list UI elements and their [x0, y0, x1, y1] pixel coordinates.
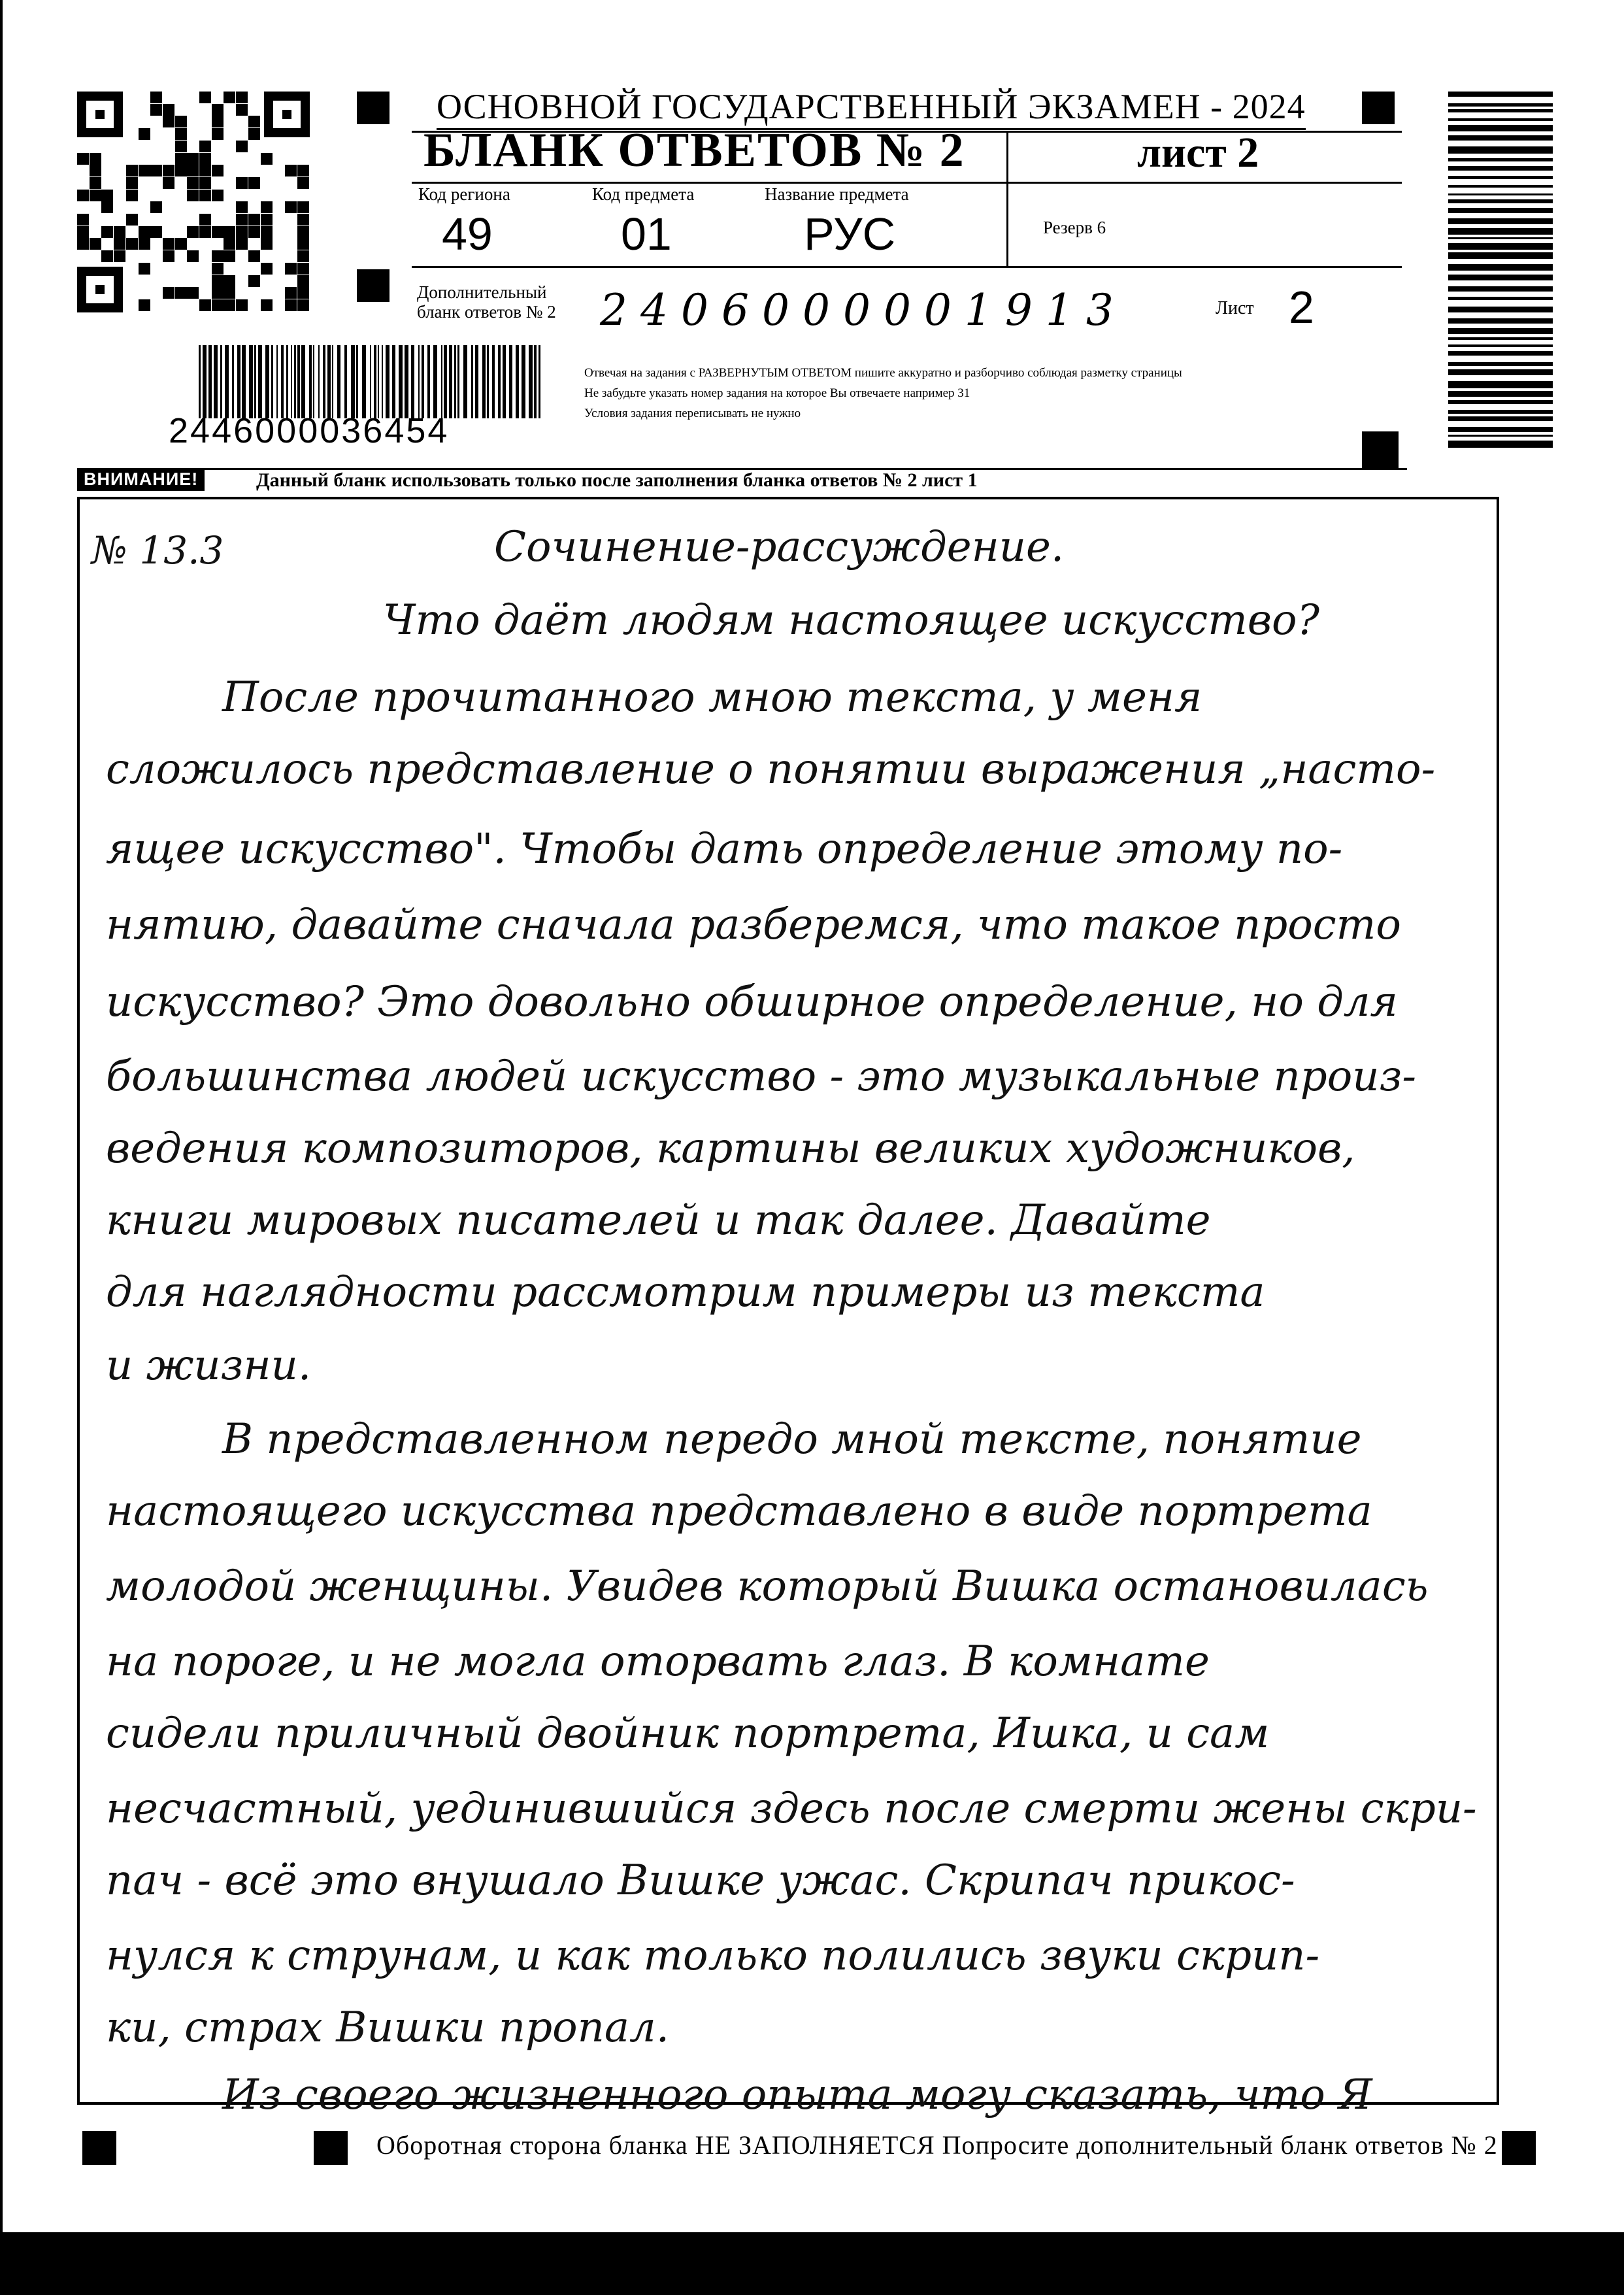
barcode-bar	[1448, 103, 1553, 107]
barcode-bar	[457, 345, 459, 418]
barcode-bar	[1448, 297, 1553, 300]
instruction-line: Не забудьте указать номер задания на которое Вы отвечаете например 31	[584, 386, 970, 400]
qr-module	[150, 104, 162, 116]
qr-module	[187, 250, 199, 262]
instruction-line: Условия задания переписывать не нужно	[584, 407, 801, 420]
barcode-bar	[1448, 286, 1553, 292]
qr-module	[163, 104, 174, 116]
registration-mark	[314, 2131, 348, 2165]
barcode-bar	[208, 345, 212, 418]
additional-blank-label	[417, 282, 556, 322]
essay-line: книги мировых писателей и так далее. Давайте	[106, 1196, 1211, 1245]
barcode-bar	[1448, 193, 1553, 195]
registration-mark	[1362, 92, 1395, 124]
qr-module	[248, 214, 260, 226]
essay-line: искусство? Это довольно обширное определение, но для	[106, 978, 1398, 1026]
barcode-bar	[1448, 218, 1553, 224]
qr-module	[187, 177, 199, 189]
barcode-bar	[392, 345, 395, 418]
qr-module	[199, 153, 211, 165]
barcode-bar	[374, 345, 376, 418]
barcode-bar	[382, 345, 383, 418]
essay-title: Сочинение-рассуждение.	[494, 523, 1065, 571]
barcode-bar	[356, 345, 358, 418]
qr-module	[163, 116, 174, 127]
barcode-bar	[529, 345, 533, 418]
barcode-bar	[1448, 328, 1553, 334]
footer-text: Оборотная сторона бланка НЕ ЗАПОЛНЯЕТСЯ Попросите дополнительный бланк ответов № 2	[376, 2130, 1498, 2160]
qr-module	[126, 165, 138, 176]
qr-module	[187, 190, 199, 201]
barcode-bar	[242, 345, 246, 418]
qr-module	[236, 141, 248, 152]
list-value: 2	[1289, 282, 1314, 333]
registration-mark	[357, 92, 389, 124]
qr-module	[224, 287, 235, 299]
qr-module	[150, 201, 162, 213]
qr-module	[114, 238, 125, 250]
barcode-bar	[471, 345, 473, 418]
qr-module	[187, 165, 199, 176]
qr-module	[261, 214, 273, 226]
qr-module	[297, 275, 309, 287]
barcode-bar	[370, 345, 371, 418]
qr-module	[114, 226, 125, 238]
qr-module	[248, 226, 260, 238]
qr-module	[236, 177, 248, 189]
qr-module	[90, 153, 101, 165]
qr-module	[150, 165, 162, 176]
essay-line: пач - всё это внушало Вишке ужас. Скрипач прикос-	[106, 1856, 1295, 1905]
barcode-bar	[291, 345, 292, 418]
barcode-bar	[534, 345, 537, 418]
qr-module	[285, 201, 297, 213]
barcode-bar	[254, 345, 256, 418]
qr-module	[139, 263, 150, 275]
qr-module	[187, 226, 199, 238]
barcode-bar	[418, 345, 420, 418]
barcode-bar	[1448, 146, 1553, 154]
barcode-bar	[1448, 400, 1553, 404]
barcode-bar	[1448, 109, 1553, 112]
qr-module	[126, 238, 138, 250]
qr-module	[187, 287, 199, 299]
additional-label-line-2: бланк ответов № 2	[417, 302, 556, 322]
qr-module	[199, 190, 211, 201]
qr-module	[297, 201, 309, 213]
barcode-bar	[323, 345, 325, 418]
qr-module	[199, 299, 211, 311]
barcode-bar	[199, 345, 201, 418]
barcode-bar	[449, 345, 452, 418]
barcode-bar	[1448, 391, 1553, 397]
instruction-line: Отвечая на задания с РАЗВЕРНУТЫМ ОТВЕТОМ пишите аккуратно и разборчиво соблюдая разметку страницы	[584, 366, 1182, 380]
barcode-bar	[1448, 307, 1553, 312]
essay-line: настоящего искусства представлено в виде портрета	[106, 1487, 1372, 1535]
registration-mark	[357, 269, 389, 302]
barcode-bar	[271, 345, 273, 418]
qr-module	[199, 92, 211, 103]
qr-module	[126, 190, 138, 201]
qr-module	[114, 250, 125, 262]
barcode-bar	[522, 345, 525, 418]
qr-module	[248, 250, 260, 262]
barcode-bar	[276, 345, 278, 418]
qr-module	[285, 299, 297, 311]
subject-name-label: Название предмета	[765, 184, 909, 204]
barcode-bar	[1448, 208, 1553, 213]
essay-line: на пороге, и не могла оторвать глаз. В комнате	[106, 1637, 1210, 1686]
barcode-bar	[503, 345, 506, 418]
qr-module	[90, 165, 101, 176]
barcode-bar	[422, 345, 424, 418]
barcode-bar	[301, 345, 305, 418]
qr-module	[175, 141, 187, 152]
essay-line: ведения композиторов, картины великих художников,	[106, 1124, 1355, 1173]
qr-module	[224, 92, 235, 103]
essay-line: нятию, давайте сначала разберемся, что такое просто	[106, 901, 1401, 949]
barcode-bar	[444, 345, 447, 418]
qr-module	[77, 238, 89, 250]
qr-module	[261, 263, 273, 275]
essay-line: ящее искусство". Чтобы дать определение этому по-	[106, 825, 1343, 873]
barcode-bar	[1448, 416, 1553, 421]
qr-module	[163, 165, 174, 176]
barcode-bar	[309, 345, 312, 418]
essay-line: несчастный, уединившийся здесь после смерти жены скри-	[106, 1784, 1477, 1833]
essay-line: и жизни.	[106, 1341, 312, 1390]
qr-module	[285, 165, 297, 176]
barcode-bar	[258, 345, 262, 418]
qr-module	[150, 92, 162, 103]
barcode-bar	[249, 345, 253, 418]
qr-module	[139, 238, 150, 250]
qr-module	[175, 153, 187, 165]
barcode-bar	[286, 345, 288, 418]
qr-module	[175, 116, 187, 127]
barcode-bar	[1448, 351, 1553, 356]
barcode-bar	[433, 345, 437, 418]
barcode-bar	[1448, 199, 1553, 203]
qr-module	[224, 299, 235, 311]
barcode-bar	[1448, 166, 1553, 171]
essay-line: для наглядности рассмотрим примеры из текста	[106, 1268, 1265, 1316]
barcode-bar	[327, 345, 331, 418]
qr-finder-pattern	[77, 267, 123, 312]
barcode-bar	[539, 345, 540, 418]
qr-module	[90, 177, 101, 189]
reserve-field: Резерв 6	[1043, 218, 1106, 237]
qr-module	[261, 201, 273, 213]
qr-module	[212, 226, 224, 238]
barcode-bar	[487, 345, 489, 418]
qr-module	[212, 116, 224, 127]
qr-module	[297, 299, 309, 311]
qr-module	[199, 226, 211, 238]
qr-module	[297, 238, 309, 250]
barcode-bar	[203, 345, 207, 418]
qr-finder-pattern	[77, 92, 123, 137]
barcode-bar	[1448, 435, 1553, 437]
qr-module	[224, 275, 235, 287]
scan-left-edge	[0, 0, 3, 2232]
qr-module	[77, 153, 89, 165]
barcode-bar	[362, 345, 366, 418]
qr-module	[139, 299, 150, 311]
qr-module	[248, 177, 260, 189]
qr-module	[285, 287, 297, 299]
barcode-bar	[1448, 318, 1553, 324]
qr-module	[212, 299, 224, 311]
qr-module	[297, 263, 309, 275]
qr-module	[236, 214, 248, 226]
qr-module	[77, 214, 89, 226]
qr-module	[101, 201, 113, 213]
barcode-bar	[1448, 381, 1553, 388]
qr-module	[297, 250, 309, 262]
barcode-bar	[427, 345, 430, 418]
barcode-bar	[1448, 275, 1553, 280]
qr-module	[248, 275, 260, 287]
qr-module	[101, 226, 113, 238]
qr-module	[212, 287, 224, 299]
qr-module	[175, 238, 187, 250]
additional-label-line-1: Дополнительный	[417, 282, 547, 302]
barcode-bar	[237, 345, 240, 418]
region-label: Код региона	[418, 184, 510, 204]
barcode-bar	[378, 345, 379, 418]
barcode-bar	[411, 345, 414, 418]
qr-module	[199, 177, 211, 189]
barcode-number: 2446000036454	[169, 411, 450, 450]
barcode-bar	[1448, 410, 1553, 414]
barcode-bar	[294, 345, 296, 418]
barcode-bar	[265, 345, 269, 418]
barcode-bar	[214, 345, 218, 418]
barcode-bar	[344, 345, 347, 418]
barcode-bar	[232, 345, 234, 418]
barcode-bar	[1448, 264, 1553, 271]
task-number: № 13.3	[91, 528, 224, 573]
qr-module	[175, 165, 187, 176]
barcode-bar	[1448, 125, 1553, 131]
essay-line: ки, страх Вишки пропал.	[106, 2003, 670, 2052]
barcode-bar	[475, 345, 478, 418]
qr-module	[261, 238, 273, 250]
qr-module	[236, 226, 248, 238]
subject-code-label: Код предмета	[592, 184, 695, 204]
essay-line: В представленном передо мной тексте, понятие	[222, 1415, 1362, 1464]
registration-mark	[82, 2131, 116, 2165]
qr-module	[297, 214, 309, 226]
barcode-bar	[1448, 427, 1553, 432]
qr-module	[101, 250, 113, 262]
qr-module	[175, 128, 187, 140]
additional-blank-number: 2406000001913	[600, 285, 1127, 335]
instructions	[584, 363, 1182, 424]
exam-title: ОСНОВНОЙ ГОСУДАРСТВЕННЫЙ ЭКЗАМЕН - 2024	[437, 86, 1306, 130]
qr-module	[150, 226, 162, 238]
barcode-bar	[1448, 252, 1553, 259]
qr-module	[212, 250, 224, 262]
qr-module	[224, 238, 235, 250]
qr-module	[297, 226, 309, 238]
barcode-bar	[1448, 337, 1553, 340]
barcode-bar	[351, 345, 355, 418]
qr-module	[199, 165, 211, 176]
barcode-bar	[1448, 158, 1553, 161]
qr-module	[212, 128, 224, 140]
barcode-bar	[482, 345, 486, 418]
qr-module	[248, 128, 260, 140]
warning-text: Данный бланк использовать только после заполнения бланка ответов № 2 лист 1	[256, 469, 978, 491]
qr-module	[248, 116, 260, 127]
essay-line: Из своего жизненного опыта могу сказать, что Я	[222, 2071, 1372, 2119]
qr-module	[212, 165, 224, 176]
barcode-bar	[1448, 118, 1553, 121]
barcode-bar	[332, 345, 333, 418]
region-value: 49	[442, 209, 493, 260]
barcode-bar	[1448, 243, 1553, 250]
barcode-bar	[318, 345, 320, 418]
barcode-bar	[1448, 135, 1553, 141]
registration-mark	[1502, 2131, 1536, 2165]
qr-module	[297, 165, 309, 176]
essay-line: нулся к струнам, и как только полились звуки скрип-	[106, 1932, 1320, 1980]
barcode-bar	[454, 345, 456, 418]
essay-line: сложилось представление о понятии выражения „насто-	[106, 745, 1436, 794]
qr-module	[261, 153, 273, 165]
qr-module	[187, 153, 199, 165]
qr-module	[139, 128, 150, 140]
barcode-bar	[1448, 441, 1553, 448]
blank-title: БЛАНК ОТВЕТОВ № 2	[423, 124, 965, 177]
qr-finder-pattern	[264, 92, 310, 137]
qr-code	[77, 92, 310, 312]
qr-module	[224, 250, 235, 262]
barcode-bar	[492, 345, 495, 418]
qr-module	[139, 226, 150, 238]
qr-module	[236, 104, 248, 116]
barcode-bar	[498, 345, 501, 418]
barcode-bar	[1448, 369, 1553, 375]
warning-badge: ВНИМАНИЕ!	[77, 468, 205, 491]
barcode-left	[196, 345, 544, 418]
qr-module	[297, 177, 309, 189]
qr-module	[236, 201, 248, 213]
qr-module	[212, 263, 224, 275]
barcode-bar	[516, 345, 519, 418]
barcode-bar	[1448, 228, 1553, 235]
qr-module	[77, 190, 89, 201]
barcode-bar	[1448, 185, 1553, 188]
scan-bottom-band	[0, 2232, 1624, 2295]
qr-module	[236, 238, 248, 250]
qr-module	[261, 299, 273, 311]
qr-module	[297, 287, 309, 299]
subject-name-value: РУС	[804, 209, 896, 260]
qr-module	[212, 190, 224, 201]
barcode-bar	[337, 345, 340, 418]
qr-module	[285, 263, 297, 275]
qr-module	[236, 299, 248, 311]
barcode-bar	[1448, 237, 1553, 239]
barcode-bar	[297, 345, 300, 418]
qr-module	[212, 104, 224, 116]
barcode-bar	[1448, 362, 1553, 366]
essay-line: молодой женщины. Увидев который Вишка остановилась	[106, 1562, 1429, 1611]
barcode-bar	[220, 345, 222, 418]
barcode-bar	[509, 345, 512, 418]
barcode-bar	[281, 345, 284, 418]
sheet-title: лист 2	[1137, 129, 1259, 176]
qr-module	[126, 214, 138, 226]
barcode-right	[1448, 92, 1553, 455]
qr-module	[199, 141, 211, 152]
qr-module	[175, 287, 187, 299]
qr-module	[101, 190, 113, 201]
qr-module	[90, 190, 101, 201]
list-label: Лист	[1216, 298, 1254, 318]
barcode-bar	[441, 345, 442, 418]
barcode-bar	[1448, 92, 1553, 97]
essay-line: сидели приличный двойник портрета, Ишка, и сам	[106, 1709, 1270, 1758]
qr-module	[261, 226, 273, 238]
qr-module	[163, 177, 174, 189]
essay-line: большинства людей искусство - это музыкальные произ-	[106, 1052, 1416, 1101]
qr-module	[163, 238, 174, 250]
qr-module	[224, 226, 235, 238]
barcode-bar	[225, 345, 229, 418]
essay-question: Что даёт людям настоящее искусство?	[383, 596, 1319, 645]
barcode-bar	[1448, 176, 1553, 179]
qr-module	[77, 226, 89, 238]
qr-module	[90, 238, 101, 250]
qr-module	[139, 165, 150, 176]
qr-module	[163, 250, 174, 262]
barcode-bar	[386, 345, 389, 418]
barcode-bar	[405, 345, 408, 418]
registration-mark	[1362, 431, 1399, 468]
barcode-bar	[463, 345, 467, 418]
qr-module	[212, 275, 224, 287]
subject-code-value: 01	[621, 209, 672, 260]
qr-module	[236, 92, 248, 103]
qr-module	[199, 214, 211, 226]
essay-line: После прочитанного мною текста, у меня	[222, 673, 1202, 722]
qr-module	[163, 287, 174, 299]
barcode-bar	[313, 345, 314, 418]
barcode-bar	[399, 345, 403, 418]
qr-module	[126, 177, 138, 189]
barcode-bar	[1448, 344, 1553, 347]
